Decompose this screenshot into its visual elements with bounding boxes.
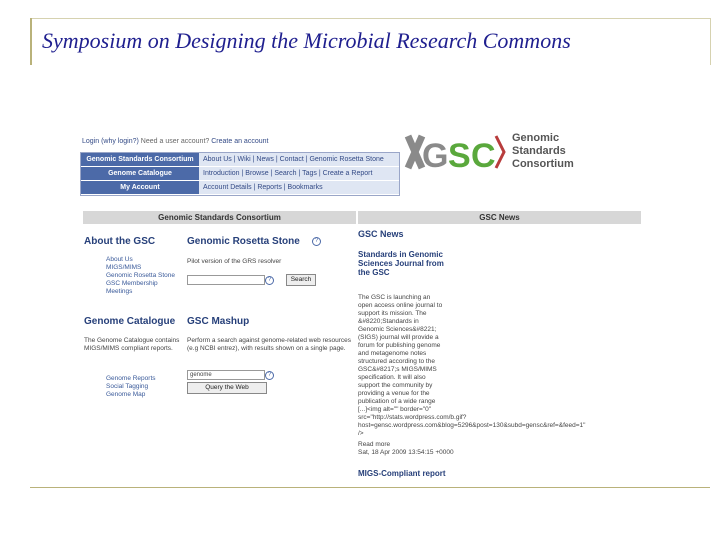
slide-title: Symposium on Designing the Microbial Research Commons	[42, 28, 571, 53]
logo-word-consortium: Consortium	[512, 158, 574, 170]
catalogue-link-tagging[interactable]: Social Tagging	[106, 383, 149, 390]
slide-frame-top	[30, 18, 710, 19]
nav-label-account[interactable]: My Account	[81, 181, 199, 195]
website-screenshot	[80, 128, 642, 482]
section-bar-news: GSC News	[358, 211, 641, 224]
catalogue-link-reports[interactable]: Genome Reports	[106, 375, 156, 382]
news-heading: GSC News	[358, 229, 404, 239]
section-bar-gsc: Genomic Standards Consortium	[83, 211, 356, 224]
gsc-logo	[400, 128, 600, 176]
nav-links-account[interactable]: Account Details | Reports | Bookmarks	[199, 181, 399, 195]
create-account-link[interactable]: Create an account	[211, 138, 269, 145]
login-question: Need a user account?	[140, 138, 210, 145]
about-link-rosetta[interactable]: Genomic Rosetta Stone	[106, 272, 176, 279]
logo-chevron-icon	[496, 136, 504, 168]
slide-frame-left	[30, 18, 32, 65]
slide-frame-bottom	[30, 487, 710, 488]
about-link-membership[interactable]: GSC Membership	[106, 280, 158, 287]
mashup-text: Perform a search against genome-related web resources (e.g NCBI entrez), with results shown on a single page.	[187, 337, 352, 352]
news-next-heading[interactable]: MIGS-Compliant report	[358, 469, 446, 478]
mashup-input[interactable]: genome	[187, 370, 265, 380]
why-login-link[interactable]: (why login?)	[101, 138, 139, 145]
catalogue-text: The Genome Catalogue contains MIGS/MIMS compliant reports.	[84, 337, 180, 352]
news-read-more[interactable]: Read more	[358, 441, 391, 448]
logo-x-mark	[408, 136, 422, 168]
gsc-logo-mark	[400, 128, 510, 176]
nav-row-gsc	[81, 153, 399, 167]
rosetta-heading: Genomic Rosetta Stone	[187, 236, 300, 247]
rosetta-search-input[interactable]	[187, 275, 265, 285]
news-item-title[interactable]: Standards in Genomic Sciences Journal from the GSC	[358, 250, 444, 277]
rosetta-search-button[interactable]: Search	[286, 274, 316, 286]
about-link-about-us[interactable]: About Us	[106, 256, 133, 263]
login-link[interactable]: Login	[82, 138, 100, 145]
login-line	[82, 138, 268, 145]
logo-word-standards: Standards	[512, 145, 566, 157]
slide-frame-right	[710, 18, 711, 65]
rosetta-text: Pilot version of the GRS resolver	[187, 258, 282, 265]
news-item-body: The GSC is launching an open access online journal to support its mission. The &#8220;Standards in Genomic Sciences&#8221; (SIGS) journal will provide a forum for publishing genome and metagenome notes structured according to the GSC&#8217;s MIGS/MIMS specification. It will also support the community by providing a venue for the publication of a wide range [...]<img alt="" border="0" src="http://stats.wordpress.com/b.gif?host=gensc.wordpress.com&blog=5296&post=130&subd=gensc&ref=&feed=1" />	[358, 294, 586, 437]
site-navigation	[80, 152, 400, 196]
about-link-migs[interactable]: MIGS/MIMS	[106, 264, 142, 271]
mashup-help-icon[interactable]: ?	[265, 371, 274, 380]
query-web-button[interactable]: Query the Web	[187, 382, 267, 394]
rosetta-help-icon[interactable]: ?	[312, 237, 321, 246]
logo-letter-c: C	[471, 137, 496, 175]
nav-row-account	[81, 181, 399, 195]
logo-letter-s: S	[448, 137, 471, 175]
about-heading: About the GSC	[84, 236, 156, 247]
logo-letter-g: G	[422, 137, 449, 175]
nav-links-catalogue[interactable]: Introduction | Browse | Search | Tags | Create a Report	[199, 167, 399, 181]
mashup-heading: GSC Mashup	[187, 316, 250, 327]
nav-links-gsc[interactable]: About Us | Wiki | News | Contact | Genomic Rosetta Stone	[199, 153, 399, 167]
news-date: Sat, 18 Apr 2009 13:54:15 +0000	[358, 449, 454, 456]
about-link-meetings[interactable]: Meetings	[106, 288, 133, 295]
nav-label-catalogue[interactable]: Genome Catalogue	[81, 167, 199, 181]
catalogue-heading: Genome Catalogue	[84, 316, 176, 327]
catalogue-link-map[interactable]: Genome Map	[106, 391, 146, 398]
nav-label-gsc[interactable]: Genomic Standards Consortium	[81, 153, 199, 167]
nav-row-catalogue	[81, 167, 399, 181]
rosetta-input-help-icon[interactable]: ?	[265, 276, 274, 285]
logo-word-genomic: Genomic	[512, 132, 560, 144]
